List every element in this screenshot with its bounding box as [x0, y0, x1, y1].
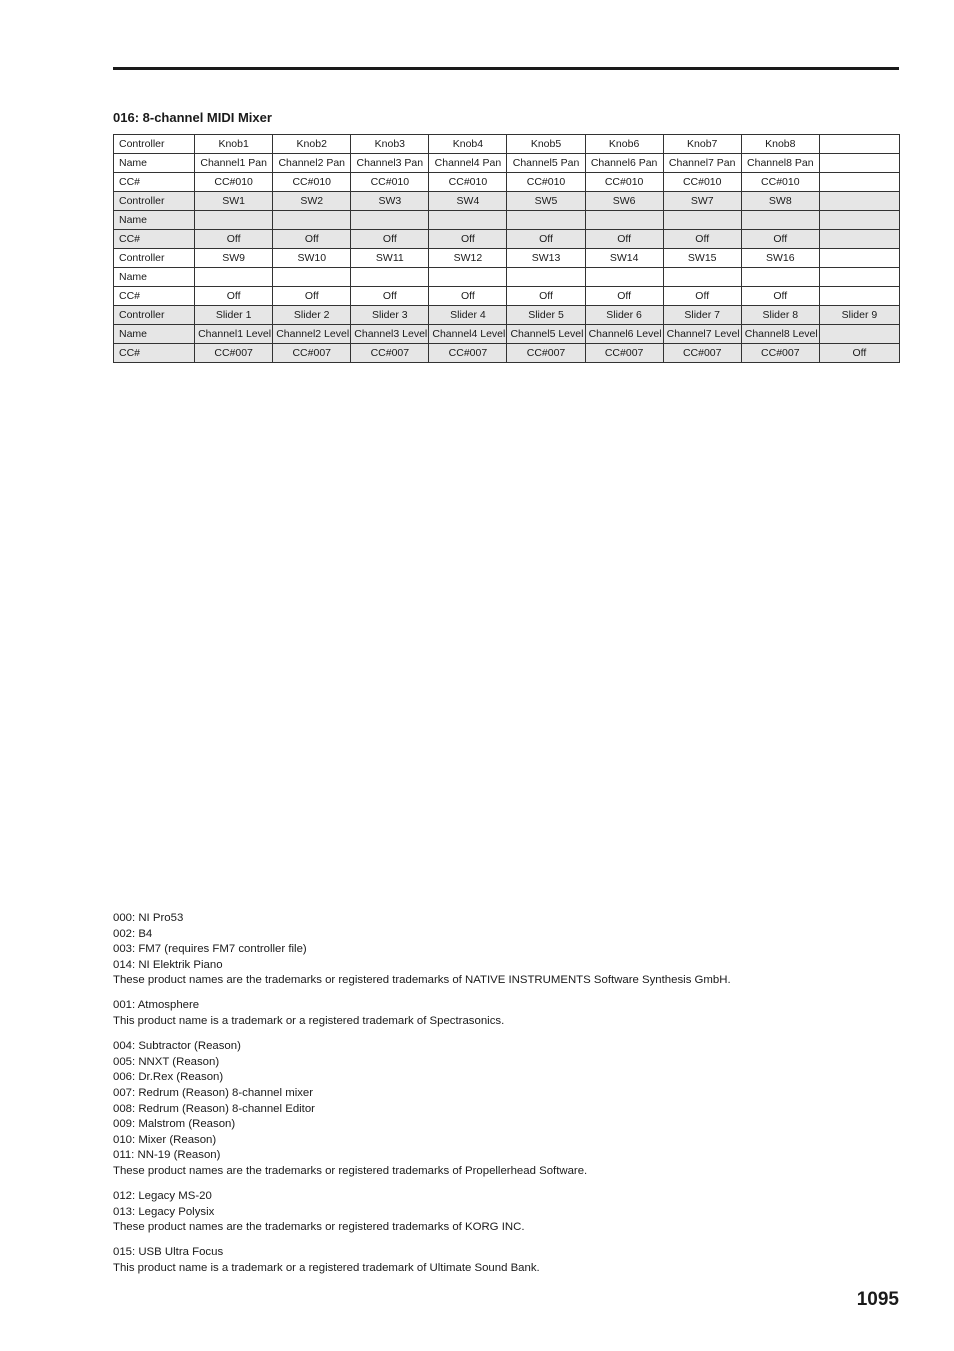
- table-cell: Slider 3: [351, 306, 429, 325]
- table-cell: [585, 268, 663, 287]
- table-row: [114, 344, 900, 363]
- note-line: 010: Mixer (Reason): [113, 1133, 217, 1146]
- table-cell: Slider 9: [819, 306, 899, 325]
- table-cell: SW4: [429, 192, 507, 211]
- table-cell: Knob7: [663, 135, 741, 154]
- row-label: CC#: [114, 173, 195, 192]
- controller-table: [113, 134, 900, 363]
- table-cell: SW9: [195, 249, 273, 268]
- table-cell: Channel1 Level: [195, 325, 273, 344]
- table-cell: Channel2 Pan: [273, 154, 351, 173]
- table-cell: SW15: [663, 249, 741, 268]
- table-cell: Off: [351, 287, 429, 306]
- table-cell: [585, 211, 663, 230]
- table-cell: Off: [195, 287, 273, 306]
- table-cell: Off: [195, 230, 273, 249]
- table-cell: Off: [507, 287, 585, 306]
- row-label: Name: [114, 325, 195, 344]
- table-row: [114, 287, 900, 306]
- table-cell: Channel5 Level: [507, 325, 585, 344]
- row-label: Controller: [114, 135, 195, 154]
- table-cell: SW5: [507, 192, 585, 211]
- row-label: Controller: [114, 249, 195, 268]
- note-group: [113, 1039, 899, 1179]
- table-cell: SW6: [585, 192, 663, 211]
- table-cell: [741, 211, 819, 230]
- table-cell: Off: [273, 230, 351, 249]
- section-title: 016: 8-channel MIDI Mixer: [113, 110, 272, 125]
- table-cell: Off: [585, 230, 663, 249]
- table-cell: [819, 249, 899, 268]
- note-line: 013: Legacy Polysix: [113, 1205, 215, 1218]
- table-cell: Knob2: [273, 135, 351, 154]
- table-cell: Off: [741, 230, 819, 249]
- table-cell: [819, 211, 899, 230]
- table-cell: Off: [663, 230, 741, 249]
- row-label: CC#: [114, 230, 195, 249]
- table-cell: [507, 211, 585, 230]
- note-line: 008: Redrum (Reason) 8-channel Editor: [113, 1102, 315, 1115]
- table-cell: Off: [507, 230, 585, 249]
- table-cell: Off: [585, 287, 663, 306]
- table-cell: Off: [819, 344, 899, 363]
- table-cell: Off: [663, 287, 741, 306]
- row-label: Name: [114, 211, 195, 230]
- table-cell: Channel8 Pan: [741, 154, 819, 173]
- table-cell: Off: [741, 287, 819, 306]
- table-cell: Channel2 Level: [273, 325, 351, 344]
- table-cell: Knob3: [351, 135, 429, 154]
- table-cell: [273, 211, 351, 230]
- trademark-notes: [113, 911, 899, 1286]
- table-cell: CC#010: [351, 173, 429, 192]
- table-cell: [819, 173, 899, 192]
- row-label: CC#: [114, 287, 195, 306]
- table-cell: CC#010: [585, 173, 663, 192]
- row-label: Name: [114, 268, 195, 287]
- note-group: [113, 911, 899, 989]
- table-cell: CC#007: [507, 344, 585, 363]
- table-cell: Channel7 Pan: [663, 154, 741, 173]
- note-group: [113, 998, 899, 1029]
- note-group: [113, 1189, 899, 1236]
- table-cell: Channel4 Level: [429, 325, 507, 344]
- table-cell: [663, 211, 741, 230]
- table-cell: CC#010: [663, 173, 741, 192]
- table-cell: Channel7 Level: [663, 325, 741, 344]
- table-cell: SW14: [585, 249, 663, 268]
- table-cell: Channel6 Pan: [585, 154, 663, 173]
- table-cell: SW2: [273, 192, 351, 211]
- table-cell: [507, 268, 585, 287]
- table-cell: SW13: [507, 249, 585, 268]
- note-line: These product names are the trademarks or registered trademarks of NATIVE INSTRUMENTS Software Synthesis GmbH.: [113, 974, 731, 987]
- table-cell: CC#007: [195, 344, 273, 363]
- note-line: 004: Subtractor (Reason): [113, 1040, 241, 1053]
- table-cell: CC#010: [429, 173, 507, 192]
- note-line: 003: FM7 (requires FM7 controller file): [113, 943, 307, 956]
- table-cell: Channel4 Pan: [429, 154, 507, 173]
- note-group: [113, 1245, 899, 1276]
- table-cell: Slider 4: [429, 306, 507, 325]
- table-cell: SW7: [663, 192, 741, 211]
- table-row: [114, 173, 900, 192]
- table-cell: Off: [273, 287, 351, 306]
- note-line: This product name is a trademark or a registered trademark of Spectrasonics.: [113, 1015, 505, 1028]
- table-cell: [819, 325, 899, 344]
- table-cell: Channel8 Level: [741, 325, 819, 344]
- table-cell: CC#007: [351, 344, 429, 363]
- table-cell: CC#010: [273, 173, 351, 192]
- table-cell: Off: [429, 287, 507, 306]
- row-label: Controller: [114, 306, 195, 325]
- table-cell: SW1: [195, 192, 273, 211]
- table-cell: Knob5: [507, 135, 585, 154]
- table-row: [114, 249, 900, 268]
- table-cell: Channel3 Level: [351, 325, 429, 344]
- table-cell: [429, 268, 507, 287]
- table-cell: SW16: [741, 249, 819, 268]
- table-cell: Knob6: [585, 135, 663, 154]
- table-row: [114, 192, 900, 211]
- table-cell: [819, 154, 899, 173]
- table-cell: Channel3 Pan: [351, 154, 429, 173]
- note-line: 015: USB Ultra Focus: [113, 1246, 224, 1259]
- table-cell: Knob4: [429, 135, 507, 154]
- table-row: [114, 135, 900, 154]
- note-line: 007: Redrum (Reason) 8-channel mixer: [113, 1086, 314, 1099]
- note-line: 006: Dr.Rex (Reason): [113, 1071, 224, 1084]
- table-row: [114, 306, 900, 325]
- table-row: [114, 268, 900, 287]
- table-cell: [741, 268, 819, 287]
- page-number: 1095: [856, 1289, 899, 1310]
- table-cell: Slider 8: [741, 306, 819, 325]
- note-line: 009: Malstrom (Reason): [113, 1118, 236, 1131]
- table-cell: Channel5 Pan: [507, 154, 585, 173]
- table-cell: Off: [351, 230, 429, 249]
- table-cell: [819, 230, 899, 249]
- table-cell: [273, 268, 351, 287]
- table-cell: CC#007: [429, 344, 507, 363]
- table-cell: Slider 6: [585, 306, 663, 325]
- table-cell: [351, 268, 429, 287]
- table-cell: SW8: [741, 192, 819, 211]
- table-cell: Channel1 Pan: [195, 154, 273, 173]
- row-label: Name: [114, 154, 195, 173]
- row-label: CC#: [114, 344, 195, 363]
- table-row: [114, 154, 900, 173]
- table-cell: CC#007: [273, 344, 351, 363]
- table-cell: Slider 2: [273, 306, 351, 325]
- table-row: [114, 230, 900, 249]
- note-line: These product names are the trademarks or registered trademarks of KORG INC.: [113, 1221, 525, 1234]
- table-cell: CC#010: [741, 173, 819, 192]
- table-cell: Knob1: [195, 135, 273, 154]
- table-cell: [351, 211, 429, 230]
- table-cell: [819, 135, 899, 154]
- note-line: 002: B4: [113, 927, 153, 940]
- table-cell: SW10: [273, 249, 351, 268]
- table-cell: [195, 211, 273, 230]
- table-cell: SW12: [429, 249, 507, 268]
- table-cell: [819, 268, 899, 287]
- table-cell: Off: [429, 230, 507, 249]
- table-cell: [195, 268, 273, 287]
- table-cell: [429, 211, 507, 230]
- table-cell: SW3: [351, 192, 429, 211]
- table-cell: Slider 7: [663, 306, 741, 325]
- table-cell: Channel6 Level: [585, 325, 663, 344]
- table-cell: [819, 287, 899, 306]
- note-line: These product names are the trademarks or registered trademarks of Propellerhead Software.: [113, 1164, 588, 1177]
- note-line: 005: NNXT (Reason): [113, 1055, 220, 1068]
- table-cell: CC#007: [663, 344, 741, 363]
- top-rule: [113, 67, 899, 70]
- note-line: 014: NI Elektrik Piano: [113, 958, 223, 971]
- row-label: Controller: [114, 192, 195, 211]
- table-cell: Slider 1: [195, 306, 273, 325]
- note-line: 000: NI Pro53: [113, 912, 184, 924]
- table-cell: Knob8: [741, 135, 819, 154]
- note-line: 011: NN-19 (Reason): [113, 1149, 221, 1162]
- note-line: 001: Atmosphere: [113, 999, 200, 1012]
- table-row: [114, 325, 900, 344]
- table-cell: [819, 192, 899, 211]
- table-cell: SW11: [351, 249, 429, 268]
- table-row: [114, 211, 900, 230]
- note-line: 012: Legacy MS-20: [113, 1190, 212, 1202]
- table-cell: [663, 268, 741, 287]
- table-cell: Slider 5: [507, 306, 585, 325]
- table-cell: CC#007: [741, 344, 819, 363]
- table-cell: CC#010: [195, 173, 273, 192]
- table-cell: CC#010: [507, 173, 585, 192]
- note-line: This product name is a trademark or a registered trademark of Ultimate Sound Bank.: [113, 1261, 540, 1274]
- table-cell: CC#007: [585, 344, 663, 363]
